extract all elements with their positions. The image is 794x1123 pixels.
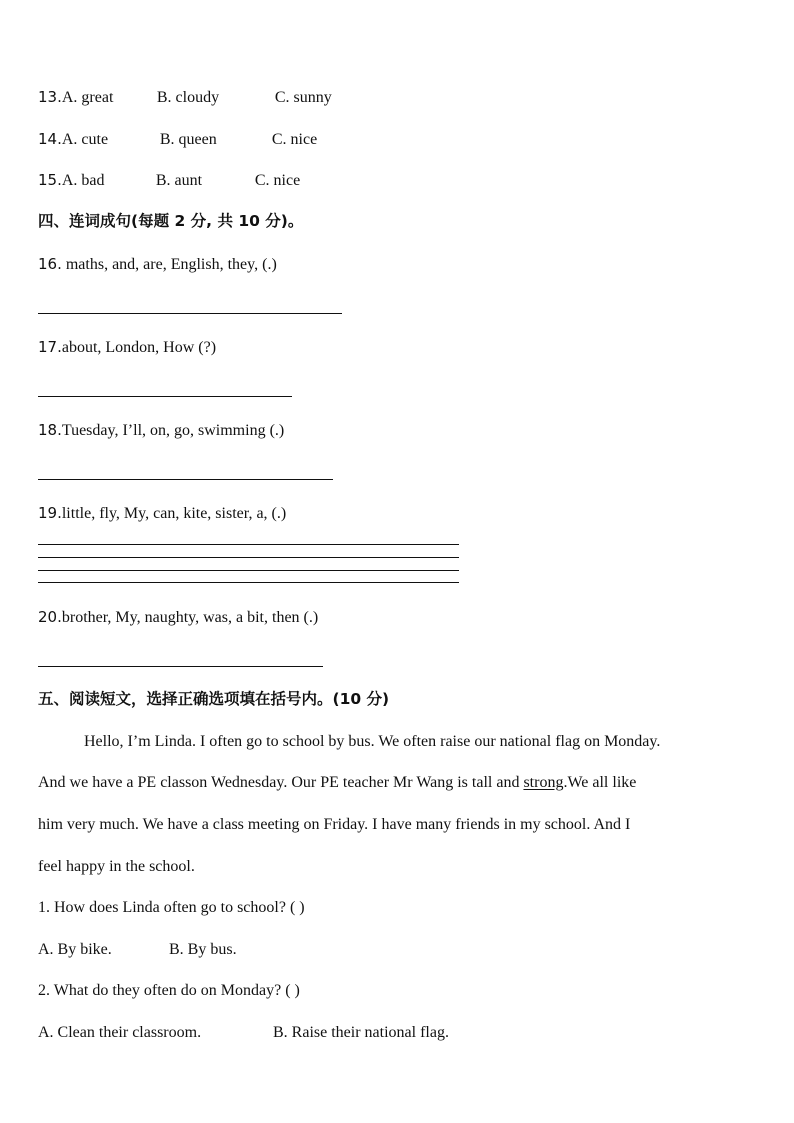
question-text: brother, My, naughty, was, a bit, then (.) [61,609,319,626]
answer-line[interactable] [38,479,333,480]
answer-line[interactable] [38,557,459,558]
question-16 [38,254,277,275]
answer-line[interactable] [38,313,342,314]
passage-line-1: Hello, I’m Linda. I often go to school by bus. We often raise our national flag on Monday. [84,733,661,750]
question-number: 13. [38,88,62,106]
question-text: Tuesday, I’ll, on, go, swimming (.) [61,422,285,439]
section-5-title: 五、阅读短文，选择正确选项填在括号内。(10 分) [38,690,390,708]
option-b: B. queen [159,131,217,148]
passage-text: .We all like [563,774,637,791]
question-19 [38,503,286,524]
answer-line[interactable] [38,570,459,571]
option-c: C. nice [254,172,301,189]
question-text: little, fly, My, can, kite, sister, a, (.) [61,505,287,522]
question-number: 19. [38,504,62,522]
option-c: C. sunny [274,89,332,106]
reading-question-2: 2. What do they often do on Monday? ( ) [38,982,300,999]
option-a: A. bad [61,172,105,189]
question-13 [38,87,332,108]
answer-line[interactable] [38,666,323,667]
option-a: A. great [61,89,114,106]
passage-text: And we have a PE classon Wednesday. Our PE teacher Mr Wang is tall and [38,774,524,791]
underlined-word: strong [523,774,564,791]
question-14 [38,129,317,150]
passage-line-2 [38,773,636,793]
option-b: B. cloudy [156,89,220,106]
option-a: A. Clean their classroom. [38,1024,202,1041]
question-number: 16. [38,255,62,273]
option-b: B. By bus. [169,941,237,958]
option-c: C. nice [271,131,318,148]
passage-line-3: him very much. We have a class meeting on Friday. I have many friends in my school. And I [38,816,631,833]
question-17 [38,337,216,358]
question-number: 15. [38,171,62,189]
question-number: 14. [38,130,62,148]
option-a: A. cute [61,131,109,148]
question-number: 18. [38,421,62,439]
question-text: maths, and, are, English, they, (.) [61,256,277,273]
question-number: 17. [38,338,62,356]
answer-line[interactable] [38,544,459,545]
reading-question-2-options [38,1023,449,1043]
section-4-title: 四、连词成句(每题 2 分, 共 10 分)。 [38,212,304,230]
option-b: B. aunt [155,172,203,189]
question-number: 20. [38,608,62,626]
option-a: A. By bike. [38,941,112,958]
question-15 [38,170,300,191]
reading-question-1: 1. How does Linda often go to school? ( ) [38,899,305,916]
option-b: B. Raise their national flag. [273,1024,449,1041]
question-18 [38,420,284,441]
answer-line[interactable] [38,582,459,583]
question-20 [38,607,318,628]
question-text: about, London, How (?) [61,339,217,356]
reading-question-1-options [38,940,237,960]
passage-line-4: feel happy in the school. [38,858,195,875]
answer-line[interactable] [38,396,292,397]
